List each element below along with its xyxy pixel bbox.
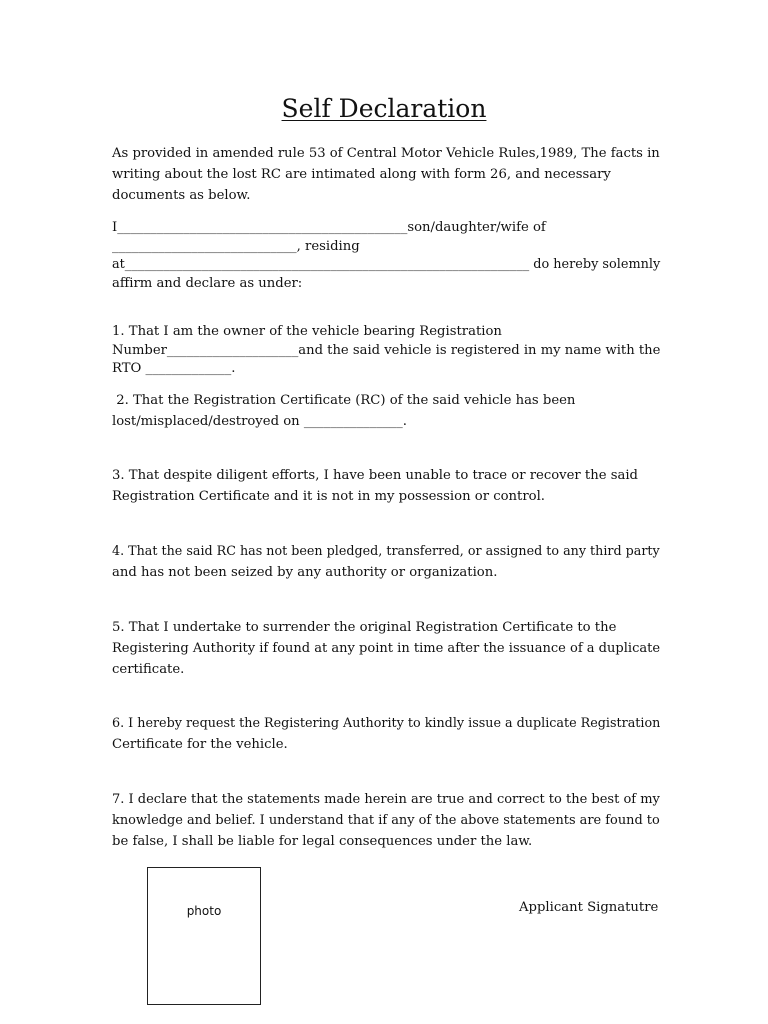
declarant-paragraph xyxy=(112,219,660,293)
point-line: 1. That I am the owner of the vehicle bearing Registration xyxy=(112,324,502,339)
point-line: 4. That the said RC has not been pledged, transferred, or assigned to any third party xyxy=(112,544,660,559)
point-line: Registration Certificate and it is not in my possession or control. xyxy=(112,489,545,504)
intro-paragraph xyxy=(112,143,660,206)
declarant-line: I____________________________________________son/daughter/wife of xyxy=(112,220,546,235)
point-line: certificate. xyxy=(112,662,185,677)
point-line: 2. That the Registration Certificate (RC) of the said vehicle has been xyxy=(112,393,576,408)
photo-box xyxy=(147,867,261,1005)
point-7 xyxy=(112,789,660,852)
point-line: Number____________________and the said vehicle is registered in my name with the xyxy=(112,342,661,358)
photo-label: photo xyxy=(186,904,222,918)
intro-line: As provided in amended rule 53 of Central Motor Vehicle Rules,1989, The facts in xyxy=(112,146,660,161)
point-line: 5. That I undertake to surrender the original Registration Certificate to the xyxy=(112,620,617,635)
declarant-line: affirm and declare as under: xyxy=(112,275,303,291)
intro-line: documents as below. xyxy=(112,188,251,203)
point-3 xyxy=(112,465,660,507)
declarant-line: ____________________________, residing xyxy=(112,238,360,254)
page-title: Self Declaration xyxy=(281,94,487,123)
point-line: be false, I shall be liable for legal consequences under the law. xyxy=(112,834,533,849)
declarant-line: at_______________________________________________________________ do hereby solemnly xyxy=(112,257,661,272)
point-1 xyxy=(112,323,660,379)
point-line: 3. That despite diligent efforts, I have been unable to trace or recover the said xyxy=(112,468,638,483)
point-line: 6. I hereby request the Registering Authority to kindly issue a duplicate Registration xyxy=(112,716,661,731)
intro-line: writing about the lost RC are intimated along with form 26, and necessary xyxy=(112,167,611,182)
point-4 xyxy=(112,541,660,583)
point-5 xyxy=(112,617,660,680)
point-line: Registering Authority if found at any point in time after the issuance of a duplicate xyxy=(112,641,661,656)
point-line: 7. I declare that the statements made herein are true and correct to the best of my xyxy=(112,792,660,807)
point-line: knowledge and belief. I understand that if any of the above statements are found to xyxy=(112,813,660,828)
point-line: lost/misplaced/destroyed on _______________. xyxy=(112,414,407,429)
point-2 xyxy=(112,390,660,432)
point-line: RTO _____________. xyxy=(112,361,236,376)
applicant-signature-label: Applicant Signatutre xyxy=(519,900,659,915)
point-line: and has not been seized by any authority or organization. xyxy=(112,565,498,580)
point-line: Certificate for the vehicle. xyxy=(112,737,288,752)
point-6 xyxy=(112,713,660,755)
